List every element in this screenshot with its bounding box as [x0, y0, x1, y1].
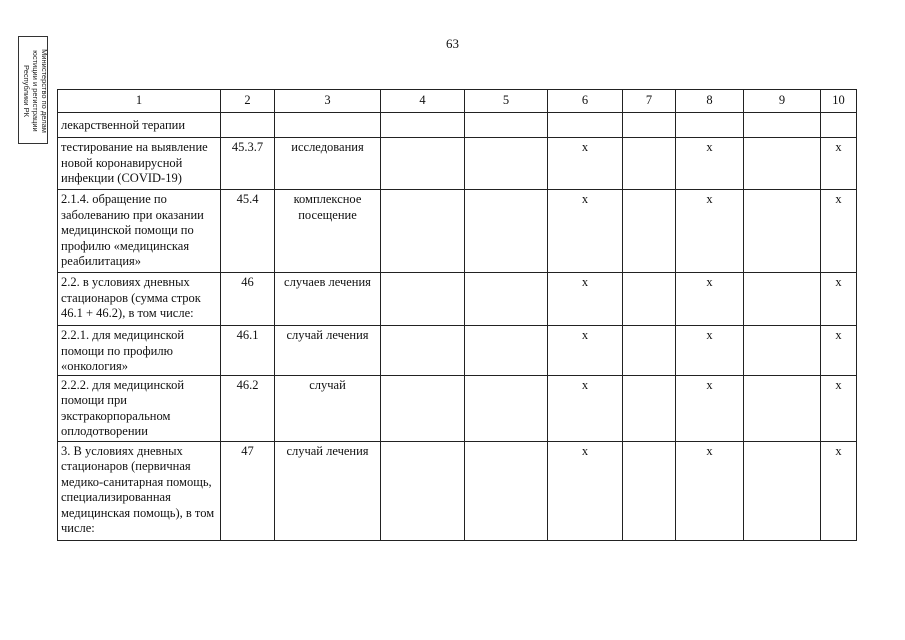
- page-number: 63: [446, 36, 459, 51]
- column-header: 4: [381, 90, 465, 113]
- column-header: 2: [221, 90, 275, 113]
- row-line-number: 45.4: [221, 190, 275, 273]
- cell-col9: [744, 441, 821, 540]
- cell-col9: [744, 190, 821, 273]
- row-unit: случаев лечения: [275, 273, 381, 326]
- row-unit: случай лечения: [275, 326, 381, 376]
- cell-col8: x: [676, 138, 744, 190]
- row-line-number: 47: [221, 441, 275, 540]
- table-row: [58, 113, 857, 138]
- cell-col5: [465, 273, 548, 326]
- cell-col8: x: [676, 441, 744, 540]
- row-name: 2.2.2. для медицинской помощи при экстракорпоральном оплодотворении: [58, 375, 221, 441]
- column-header: 3: [275, 90, 381, 113]
- cell-col7: [623, 113, 676, 138]
- cell-col6: x: [548, 375, 623, 441]
- stamp-line: Министерство по делам: [40, 49, 49, 133]
- cell-col10: x: [821, 138, 857, 190]
- stamp-line: юстиции и регистрации: [31, 50, 40, 132]
- cell-col7: [623, 375, 676, 441]
- row-unit: случай лечения: [275, 441, 381, 540]
- cell-col10: x: [821, 441, 857, 540]
- cell-col8: [676, 113, 744, 138]
- row-line-number: 46.1: [221, 326, 275, 376]
- cell-col8: x: [676, 375, 744, 441]
- cell-col10: x: [821, 190, 857, 273]
- cell-col7: [623, 326, 676, 376]
- column-header: 9: [744, 90, 821, 113]
- cell-col9: [744, 273, 821, 326]
- cell-col6: x: [548, 441, 623, 540]
- cell-col5: [465, 113, 548, 138]
- cell-col4: [381, 113, 465, 138]
- cell-col6: [548, 113, 623, 138]
- cell-col10: x: [821, 273, 857, 326]
- data-table: [57, 89, 857, 541]
- table-row: [58, 138, 857, 190]
- cell-col5: [465, 326, 548, 376]
- row-unit: комплексное посещение: [275, 190, 381, 273]
- table-row: [58, 190, 857, 273]
- row-name: 2.2. в условиях дневных стационаров (сумма строк 46.1 + 46.2), в том числе:: [58, 273, 221, 326]
- row-line-number: 46.2: [221, 375, 275, 441]
- row-name: лекарственной терапии: [58, 113, 221, 138]
- table-row: [58, 326, 857, 376]
- cell-col9: [744, 113, 821, 138]
- cell-col6: x: [548, 326, 623, 376]
- column-header: 1: [58, 90, 221, 113]
- stamp-line: Республики РК: [22, 65, 31, 117]
- cell-col6: x: [548, 190, 623, 273]
- cell-col8: x: [676, 190, 744, 273]
- cell-col9: [744, 326, 821, 376]
- cell-col5: [465, 375, 548, 441]
- cell-col4: [381, 138, 465, 190]
- cell-col6: x: [548, 138, 623, 190]
- column-header: 5: [465, 90, 548, 113]
- header-row: [58, 90, 857, 113]
- cell-col7: [623, 138, 676, 190]
- row-line-number: 45.3.7: [221, 138, 275, 190]
- column-header: 10: [821, 90, 857, 113]
- row-line-number: [221, 113, 275, 138]
- cell-col4: [381, 326, 465, 376]
- table-row: [58, 441, 857, 540]
- cell-col4: [381, 441, 465, 540]
- cell-col5: [465, 190, 548, 273]
- row-unit: [275, 113, 381, 138]
- row-name: 3. В условиях дневных стационаров (первичная медико-санитарная помощь, специализированная медицинская помощь), в том числе:: [58, 441, 221, 540]
- cell-col8: x: [676, 273, 744, 326]
- registration-stamp: [18, 36, 48, 144]
- row-name: тестирование на выявление новой коронавирусной инфекции (COVID-19): [58, 138, 221, 190]
- stamp-text: [19, 39, 49, 143]
- row-line-number: 46: [221, 273, 275, 326]
- row-unit: исследования: [275, 138, 381, 190]
- row-name: 2.2.1. для медицинской помощи по профилю «онкология»: [58, 326, 221, 376]
- column-header: 8: [676, 90, 744, 113]
- cell-col8: x: [676, 326, 744, 376]
- table-row: [58, 273, 857, 326]
- cell-col10: x: [821, 326, 857, 376]
- cell-col4: [381, 375, 465, 441]
- cell-col7: [623, 190, 676, 273]
- cell-col5: [465, 441, 548, 540]
- cell-col4: [381, 190, 465, 273]
- row-unit: случай: [275, 375, 381, 441]
- cell-col10: x: [821, 375, 857, 441]
- cell-col7: [623, 441, 676, 540]
- cell-col7: [623, 273, 676, 326]
- cell-col5: [465, 138, 548, 190]
- cell-col9: [744, 375, 821, 441]
- column-header: 7: [623, 90, 676, 113]
- column-header: 6: [548, 90, 623, 113]
- cell-col9: [744, 138, 821, 190]
- row-name: 2.1.4. обращение по заболеванию при оказании медицинской помощи по профилю «медицинская реабилитация»: [58, 190, 221, 273]
- cell-col4: [381, 273, 465, 326]
- cell-col10: [821, 113, 857, 138]
- table-row: [58, 375, 857, 441]
- cell-col6: x: [548, 273, 623, 326]
